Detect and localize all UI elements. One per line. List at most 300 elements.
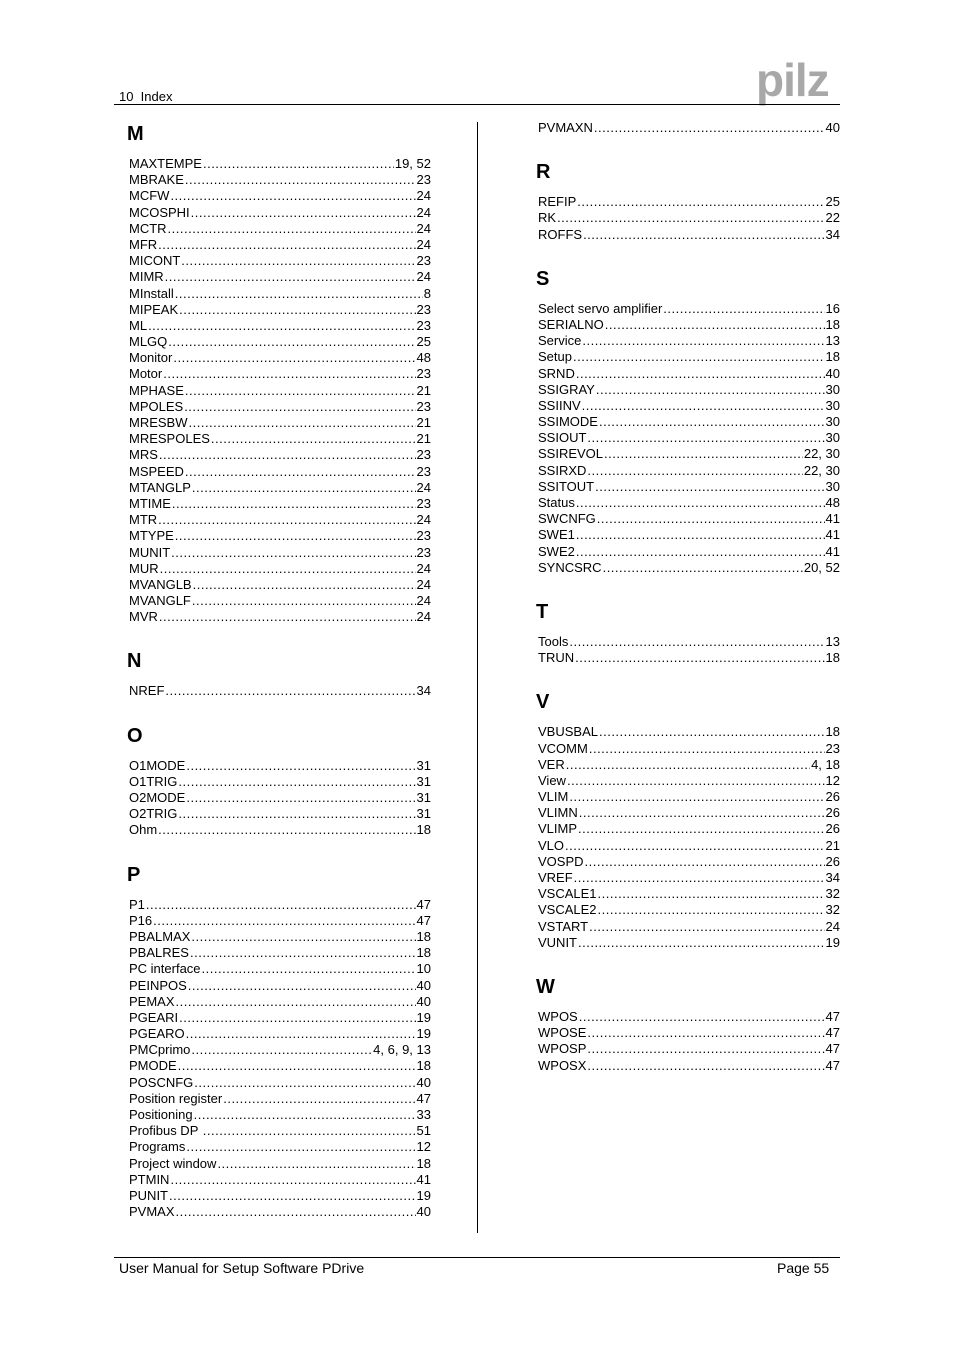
index-entry-list: [538, 301, 840, 576]
index-term: PTMIN: [129, 1171, 170, 1187]
index-page-ref: 18: [416, 1155, 431, 1171]
index-page-ref: 8: [423, 285, 431, 301]
index-page-ref: 40: [825, 120, 840, 135]
index-term: MRS: [129, 447, 158, 463]
index-section: [129, 649, 431, 699]
index-entry: [538, 821, 840, 837]
index-section: [129, 122, 431, 625]
dot-leader: [184, 399, 415, 415]
index-entry: [538, 1041, 840, 1057]
index-entry: [129, 913, 431, 929]
dot-leader: [587, 1025, 824, 1041]
dot-leader: [188, 978, 416, 994]
index-entry: [538, 724, 840, 740]
index-page-ref: 4, 6, 9, 13: [373, 1042, 431, 1058]
index-term: MICONT: [129, 253, 181, 269]
index-term: PGEARO: [129, 1026, 185, 1042]
index-entry: [129, 188, 431, 204]
index-page-ref: 24: [416, 236, 431, 252]
dot-leader: [173, 350, 415, 366]
dot-leader: [605, 317, 825, 333]
dot-leader: [578, 935, 825, 951]
dot-leader: [557, 210, 824, 226]
index-entry: [538, 634, 840, 650]
index-entry: [538, 479, 840, 495]
index-term: MSPEED: [129, 463, 184, 479]
index-page-ref: 30: [825, 381, 840, 397]
index-term: VUNIT: [538, 934, 577, 950]
index-term: MAXTEMPE: [129, 156, 202, 171]
index-entry: [538, 382, 840, 398]
index-entry: [129, 577, 431, 593]
index-page-ref: 18: [416, 945, 431, 961]
index-page-ref: 10: [416, 961, 431, 977]
index-page-ref: 23: [416, 447, 431, 463]
index-entry: [538, 349, 840, 365]
index-term: MPOLES: [129, 398, 184, 414]
index-section: [538, 120, 840, 136]
index-entry: [129, 545, 431, 561]
dot-leader: [191, 929, 415, 945]
index-section: [129, 724, 431, 839]
index-entry: [129, 561, 431, 577]
index-page-ref: 30: [825, 478, 840, 494]
dot-leader: [566, 757, 810, 773]
index-entry: [538, 210, 840, 226]
index-page-ref: 24: [416, 609, 431, 625]
dot-leader: [585, 854, 825, 870]
index-page-ref: 41: [825, 527, 840, 543]
index-entry: [538, 650, 840, 666]
index-term: VLO: [538, 837, 565, 853]
index-page-ref: 23: [416, 317, 431, 333]
index-entry: [129, 1010, 431, 1026]
index-term: Setup: [538, 349, 572, 365]
index-term: SERIALNO: [538, 316, 604, 332]
index-page-ref: 19, 52: [394, 156, 431, 171]
index-entry: [129, 366, 431, 382]
dot-leader: [181, 253, 415, 269]
index-term: Tools: [538, 633, 569, 649]
index-page-ref: 23: [416, 366, 431, 382]
index-page-ref: 40: [416, 1204, 431, 1220]
index-entry: [538, 1009, 840, 1025]
index-entry: [129, 790, 431, 806]
index-term: O2TRIG: [129, 806, 178, 822]
section-letter: O: [127, 724, 143, 747]
index-page-ref: 40: [416, 977, 431, 993]
index-page-ref: 19: [825, 934, 840, 950]
index-page-ref: 18: [825, 650, 840, 666]
index-entry-list: [129, 758, 431, 839]
index-entry: [538, 414, 840, 430]
index-term: PEINPOS: [129, 977, 187, 993]
index-page-ref: 41: [825, 543, 840, 559]
index-entry: [129, 480, 431, 496]
index-entry: [538, 227, 840, 243]
dot-leader: [587, 1058, 824, 1074]
dot-leader: [211, 431, 416, 447]
index-page-ref: 22: [825, 210, 840, 226]
index-page-ref: 47: [416, 912, 431, 928]
section-letter: V: [536, 691, 550, 714]
index-term: PVMAX: [129, 1204, 175, 1220]
index-term: PUNIT: [129, 1187, 168, 1203]
footer-rule: [114, 1257, 840, 1258]
index-term: SYNCSRC: [538, 559, 602, 575]
index-page-ref: 22, 30: [803, 462, 840, 478]
section-letter: N: [127, 650, 142, 673]
index-term: MUNIT: [129, 544, 171, 560]
index-entry: [129, 383, 431, 399]
index-term: Status: [538, 495, 575, 510]
index-entry: [538, 902, 840, 918]
index-page-ref: 47: [825, 1008, 840, 1024]
index-term: MTYPE: [129, 528, 174, 544]
index-entry: [538, 301, 840, 317]
index-page-ref: 16: [825, 300, 840, 316]
index-page-ref: 19: [416, 1187, 431, 1203]
dot-leader: [153, 913, 415, 929]
index-entry: [538, 398, 840, 414]
index-page-ref: 23: [416, 398, 431, 414]
dot-leader: [579, 805, 825, 821]
dot-leader: [223, 1091, 415, 1107]
dot-leader: [165, 683, 415, 699]
index-page-ref: 40: [825, 365, 840, 381]
dot-leader: [193, 577, 416, 593]
index-entry: [129, 593, 431, 609]
index-page-ref: 18: [825, 349, 840, 365]
dot-leader: [576, 366, 825, 382]
index-term: MTIME: [129, 495, 171, 511]
footer-manual-title: User Manual for Setup Software PDrive: [119, 1260, 365, 1276]
index-entry: [129, 1156, 431, 1172]
index-page-ref: 24: [416, 576, 431, 592]
index-entry: [129, 1058, 431, 1074]
dot-leader: [190, 945, 416, 961]
section-letter: W: [536, 975, 555, 998]
dot-leader: [582, 333, 824, 349]
index-term: SWE1: [538, 527, 575, 543]
dot-leader: [175, 528, 416, 544]
dot-leader: [191, 205, 416, 221]
dot-leader: [569, 789, 824, 805]
index-entry: [538, 935, 840, 951]
index-term: MFR: [129, 236, 158, 252]
index-page-ref: 23: [416, 544, 431, 560]
index-page-ref: 12: [416, 1139, 431, 1155]
index-term: VER: [538, 756, 565, 772]
section-letter: T: [536, 600, 549, 623]
index-term: MVANGLF: [129, 593, 191, 609]
dot-leader: [576, 544, 825, 560]
index-page-ref: 24: [825, 918, 840, 934]
index-term: VBUSBAL: [538, 724, 598, 740]
index-entry: [129, 269, 431, 285]
index-page-ref: 31: [416, 773, 431, 789]
index-term: MLGQ: [129, 334, 168, 350]
index-page-ref: 24: [416, 220, 431, 236]
index-page-ref: 24: [416, 204, 431, 220]
index-term: PMODE: [129, 1058, 177, 1074]
dot-leader: [578, 821, 825, 837]
dot-leader: [176, 994, 416, 1010]
index-entry: [538, 805, 840, 821]
index-term: PMCprimo: [129, 1042, 191, 1058]
index-term: SSIREVOL: [538, 446, 604, 462]
index-page-ref: 26: [825, 853, 840, 869]
dot-leader: [172, 496, 416, 512]
index-entry: [129, 822, 431, 838]
index-term: MIPEAK: [129, 301, 179, 317]
index-page-ref: 48: [825, 495, 840, 510]
dot-leader: [148, 318, 415, 334]
index-page-ref: 13: [825, 333, 840, 349]
dot-leader: [186, 1026, 416, 1042]
index-term: VLIMP: [538, 821, 578, 837]
index-section: [538, 160, 840, 243]
dot-leader: [170, 1172, 415, 1188]
index-page-ref: 25: [416, 334, 431, 350]
index-page-ref: 34: [416, 683, 431, 699]
index-entry: [129, 237, 431, 253]
index-page-ref: 23: [416, 528, 431, 544]
index-entry-list: [538, 634, 840, 666]
index-page-ref: 34: [825, 226, 840, 242]
dot-leader: [203, 156, 394, 172]
dot-leader: [599, 414, 825, 430]
index-term: MCOSPHI: [129, 204, 190, 220]
index-entry: [538, 194, 840, 210]
dot-leader: [168, 221, 416, 237]
index-page-ref: 47: [825, 1025, 840, 1041]
index-page-ref: 21: [416, 431, 431, 447]
index-term: MUR: [129, 560, 159, 576]
index-entry: [129, 978, 431, 994]
index-page-ref: 18: [416, 822, 431, 838]
index-entry: [538, 430, 840, 446]
index-page-ref: 41: [416, 1171, 431, 1187]
index-entry: [129, 415, 431, 431]
index-entry: [129, 464, 431, 480]
index-entry: [129, 512, 431, 528]
index-page-ref: 23: [416, 172, 431, 188]
dot-leader: [596, 382, 825, 398]
index-entry: [538, 317, 840, 333]
dot-leader: [169, 1188, 416, 1204]
index-term: TRUN: [538, 650, 575, 666]
index-entry: [538, 741, 840, 757]
dot-leader: [203, 1123, 416, 1139]
index-term: PEMAX: [129, 993, 175, 1009]
dot-leader: [595, 479, 824, 495]
index-term: Project window: [129, 1155, 217, 1171]
dot-leader: [567, 773, 825, 789]
index-page-ref: 24: [416, 188, 431, 204]
dot-leader: [158, 237, 415, 253]
dot-leader: [587, 1041, 824, 1057]
index-page-ref: 47: [416, 896, 431, 912]
index-page-ref: 18: [416, 928, 431, 944]
dot-leader: [178, 1058, 416, 1074]
index-page-ref: 32: [825, 886, 840, 902]
index-term: Monitor: [129, 350, 173, 366]
index-term: Position register: [129, 1090, 223, 1106]
dot-leader: [589, 919, 824, 935]
index-entry: [538, 854, 840, 870]
index-term: PC interface: [129, 961, 201, 977]
index-section: [129, 863, 431, 1221]
index-page-ref: 21: [416, 382, 431, 398]
dot-leader: [598, 886, 825, 902]
index-entry: [129, 1042, 431, 1058]
dot-leader: [576, 495, 825, 511]
index-entry: [129, 1075, 431, 1091]
index-term: SWE2: [538, 543, 575, 559]
index-term: P1: [129, 896, 145, 912]
index-term: MCTR: [129, 220, 167, 236]
dot-leader: [159, 609, 416, 625]
index-entry: [129, 961, 431, 977]
pilz-logo: pilz: [756, 54, 829, 106]
index-term: SRND: [538, 365, 575, 381]
dot-leader: [587, 430, 824, 446]
index-entry: [129, 1139, 431, 1155]
index-term: SWCNFG: [538, 511, 596, 527]
index-entry: [129, 945, 431, 961]
index-entry: [538, 366, 840, 382]
index-entry: [538, 463, 840, 479]
dot-leader: [583, 227, 824, 243]
index-term: Positioning: [129, 1107, 193, 1122]
index-page-ref: 25: [825, 194, 840, 210]
section-letter: R: [536, 161, 551, 184]
section-letter: M: [127, 123, 144, 145]
index-page-ref: 12: [825, 772, 840, 788]
dot-leader: [191, 1042, 372, 1058]
dot-leader: [194, 1075, 415, 1091]
index-term: PGEARI: [129, 1009, 179, 1025]
index-entry: [129, 447, 431, 463]
index-entry: [129, 205, 431, 221]
index-page-ref: 19: [416, 1026, 431, 1042]
index-page-ref: 41: [825, 511, 840, 527]
index-entry: [129, 1188, 431, 1204]
index-entry: [129, 609, 431, 625]
index-term: VSTART: [538, 918, 589, 934]
index-entry: [129, 156, 431, 172]
index-entry: [538, 511, 840, 527]
dot-leader: [574, 870, 825, 886]
index-entry: [538, 333, 840, 349]
index-term: Programs: [129, 1139, 186, 1155]
index-page-ref: 13: [825, 633, 840, 649]
index-entry: [129, 431, 431, 447]
index-entry: [538, 560, 840, 576]
index-entry: [129, 334, 431, 350]
index-entry-list: [129, 897, 431, 1221]
dot-leader: [178, 774, 415, 790]
index-entry-list: [129, 156, 431, 625]
index-page-ref: 24: [416, 269, 431, 285]
index-term: ML: [129, 317, 148, 333]
dot-leader: [192, 480, 416, 496]
dot-leader: [565, 838, 825, 854]
index-term: MVR: [129, 609, 158, 625]
index-entry: [129, 758, 431, 774]
index-page-ref: 18: [825, 724, 840, 740]
index-page-ref: 18: [825, 316, 840, 332]
index-section: [538, 267, 840, 576]
index-entry-list: [538, 724, 840, 951]
dot-leader: [159, 447, 416, 463]
index-term: WPOSE: [538, 1025, 587, 1041]
index-term: MBRAKE: [129, 172, 184, 188]
index-page-ref: 20, 52: [803, 559, 840, 575]
dot-leader: [587, 463, 802, 479]
dot-leader: [185, 383, 416, 399]
index-page-ref: 51: [416, 1123, 431, 1139]
dot-leader: [163, 366, 415, 382]
index-term: VLIMN: [538, 805, 578, 821]
index-entry: [129, 286, 431, 302]
index-term: VSCALE2: [538, 902, 597, 918]
dot-leader: [158, 822, 415, 838]
index-term: VCOMM: [538, 740, 588, 756]
index-term: Ohm: [129, 822, 158, 838]
dot-leader: [192, 593, 416, 609]
index-page-ref: 24: [416, 512, 431, 528]
dot-leader: [168, 334, 415, 350]
index-entry: [538, 773, 840, 789]
index-term: WPOSX: [538, 1057, 587, 1073]
index-entry-list: [538, 1009, 840, 1074]
index-entry: [538, 886, 840, 902]
dot-leader: [597, 511, 825, 527]
index-page-ref: 33: [416, 1107, 431, 1122]
index-entry: [129, 172, 431, 188]
index-entry: [538, 1025, 840, 1041]
index-page-ref: 40: [416, 1074, 431, 1090]
index-entry: [129, 350, 431, 366]
index-term: PBALRES: [129, 945, 189, 961]
header-rule: [114, 104, 840, 105]
index-term: NREF: [129, 683, 165, 699]
index-term: MIMR: [129, 269, 164, 285]
index-page-ref: 23: [416, 463, 431, 479]
index-entry: [129, 253, 431, 269]
index-term: VREF: [538, 870, 573, 885]
index-entry: [129, 929, 431, 945]
dot-leader: [569, 634, 824, 650]
dot-leader: [186, 758, 415, 774]
index-entry: [129, 1026, 431, 1042]
index-term: SSIINV: [538, 397, 581, 413]
index-page-ref: 26: [825, 789, 840, 805]
index-entry: [129, 897, 431, 913]
dot-leader: [663, 301, 824, 317]
section-letter: S: [536, 267, 550, 290]
index-term: SSIGRAY: [538, 381, 595, 397]
dot-leader: [158, 512, 415, 528]
index-term: Service: [538, 333, 582, 349]
column-divider: [477, 122, 478, 1233]
index-entry: [129, 774, 431, 790]
index-page-ref: 21: [416, 415, 431, 430]
index-term: PBALMAX: [129, 928, 191, 944]
index-entry: [538, 838, 840, 854]
